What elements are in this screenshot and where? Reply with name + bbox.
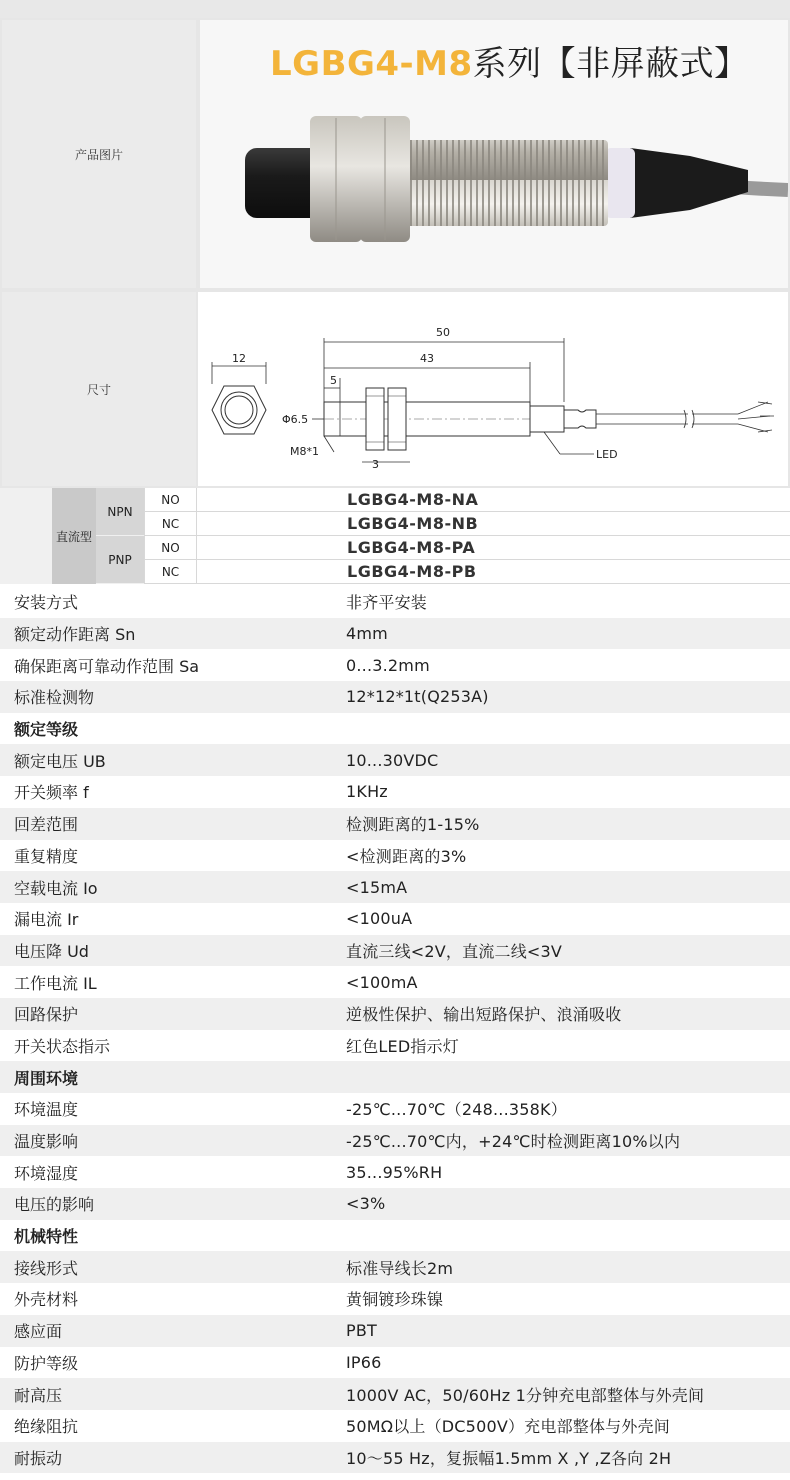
- model-cell: LGBG4-M8-PA: [196, 536, 790, 560]
- dimension-drawing-cell: [198, 292, 788, 486]
- spec-row: [0, 871, 790, 903]
- spec-key: 回路保护: [14, 1005, 79, 1025]
- polarity-npn: NPN: [96, 488, 144, 536]
- spec-row: [0, 744, 790, 776]
- polarity-pnp: PNP: [96, 536, 144, 584]
- spec-row: [0, 1093, 790, 1125]
- dimension-label: 尺寸: [2, 292, 196, 486]
- spec-row: [0, 935, 790, 967]
- top-strip: [0, 0, 790, 18]
- spec-row: [0, 649, 790, 681]
- spec-value: 12*12*1t(Q253A): [346, 687, 489, 707]
- spec-row: [0, 681, 790, 713]
- spec-row: [0, 808, 790, 840]
- spec-key: 电压降 Ud: [14, 941, 89, 961]
- spec-value: <检测距离的3%: [346, 846, 467, 866]
- model-type-cell: 直流型: [52, 488, 96, 584]
- dim-thread: M8*1: [290, 445, 319, 458]
- dim-dia: Φ6.5: [282, 413, 309, 426]
- model-cell: LGBG4-M8-NA: [196, 488, 790, 512]
- spec-value: 黄铜镀珍珠镍: [346, 1290, 444, 1310]
- dimension-block: [0, 290, 790, 488]
- spec-row: [0, 840, 790, 872]
- spec-row: [0, 1410, 790, 1442]
- spec-value: <3%: [346, 1194, 386, 1214]
- dimension-drawing: [198, 292, 788, 486]
- contact-cell: NC: [144, 560, 196, 584]
- spec-value: IP66: [346, 1352, 382, 1372]
- spec-value: -25℃...70℃内，+24℃时检测距离10%以内: [346, 1132, 681, 1152]
- spec-key: 接线形式: [14, 1258, 79, 1278]
- dim-43: 43: [420, 352, 434, 365]
- model-cell: LGBG4-M8-PB: [196, 560, 790, 584]
- spec-key: 漏电流 Ir: [14, 910, 79, 930]
- spec-value: 检测距离的1-15%: [346, 815, 480, 835]
- spec-row: [0, 998, 790, 1030]
- spec-key: 耐高压: [14, 1385, 63, 1405]
- spec-table: [0, 586, 790, 1473]
- spec-value: 直流三线<2V，直流二线<3V: [346, 941, 563, 961]
- spec-key: 感应面: [14, 1322, 63, 1342]
- spec-row: [0, 966, 790, 998]
- dim-3: 3: [372, 458, 379, 471]
- spec-key: 环境温度: [14, 1100, 79, 1120]
- contact-cell: NO: [144, 488, 196, 512]
- spec-key: 额定电压 UB: [14, 751, 106, 771]
- spec-value: 红色LED指示灯: [346, 1036, 459, 1056]
- contact-cell: NO: [144, 536, 196, 560]
- spec-value: <15mA: [346, 877, 408, 897]
- spec-key: 额定动作距离 Sn: [14, 625, 136, 645]
- product-image-block: [0, 18, 790, 290]
- spec-key: 工作电流 IL: [14, 973, 97, 993]
- contact-cell: NC: [144, 512, 196, 536]
- spec-value: 非齐平安装: [346, 593, 428, 613]
- spec-key: 开关频率 f: [14, 783, 89, 803]
- spec-row: [0, 1125, 790, 1157]
- spec-key: 电压的影响: [14, 1195, 95, 1215]
- spec-row: [0, 1378, 790, 1410]
- model-table: [0, 488, 790, 584]
- spec-value: 10～55 Hz，复振幅1.5mm X ,Y ,Z各向 2H: [346, 1448, 672, 1468]
- spec-key: 空载电流 Io: [14, 878, 98, 898]
- spec-row: [0, 1442, 790, 1474]
- spec-value: 4mm: [346, 624, 388, 644]
- spec-key: 外壳材料: [14, 1290, 79, 1310]
- spec-value: 50MΩ以上（DC500V）充电部整体与外壳间: [346, 1417, 670, 1437]
- spec-row: [0, 903, 790, 935]
- title-series: 系列【非屏蔽式】: [472, 44, 749, 84]
- spec-row: [0, 776, 790, 808]
- spec-value: 1000V AC，50/60Hz 1分钟充电部整体与外壳间: [346, 1385, 705, 1405]
- spec-section-header: [0, 1220, 790, 1252]
- section-title: 周围环境: [14, 1068, 79, 1088]
- title-model: LGBG4-M8: [270, 44, 473, 84]
- model-cell: LGBG4-M8-NB: [196, 512, 790, 536]
- spec-row: [0, 1283, 790, 1315]
- spec-key: 回差范围: [14, 815, 79, 835]
- section-title: 额定等级: [14, 720, 79, 740]
- spec-value: -25℃...70℃（248...358K）: [346, 1100, 567, 1120]
- spec-key: 环境湿度: [14, 1163, 79, 1183]
- spec-row: [0, 1315, 790, 1347]
- spec-value: 逆极性保护、输出短路保护、浪涌吸收: [346, 1005, 622, 1025]
- spec-value: <100uA: [346, 909, 413, 929]
- model-table-spacer: [0, 488, 52, 584]
- spec-row: [0, 1156, 790, 1188]
- product-photo-cell: [200, 20, 788, 288]
- spec-key: 耐振动: [14, 1448, 63, 1468]
- dim-12: 12: [232, 352, 246, 365]
- spec-value: 35...95%RH: [346, 1162, 443, 1182]
- spec-value: <100mA: [346, 972, 418, 992]
- spec-section-header: [0, 713, 790, 745]
- spec-key: 安装方式: [14, 593, 79, 613]
- dim-led: LED: [596, 448, 618, 461]
- spec-key: 温度影响: [14, 1132, 79, 1152]
- spec-row: [0, 1188, 790, 1220]
- spec-key: 确保距离可靠动作范围 Sa: [14, 656, 200, 676]
- spec-value: 10...30VDC: [346, 750, 439, 770]
- product-image-label: 产品图片: [2, 20, 196, 288]
- spec-row: [0, 1347, 790, 1379]
- dim-50: 50: [436, 326, 450, 339]
- spec-value: 0...3.2mm: [346, 655, 430, 675]
- spec-key: 标准检测物: [14, 688, 95, 708]
- spec-value: 标准导线长2m: [346, 1258, 454, 1278]
- spec-key: 绝缘阻抗: [14, 1417, 79, 1437]
- spec-section-header: [0, 1061, 790, 1093]
- spec-value: PBT: [346, 1321, 377, 1341]
- dim-5: 5: [330, 374, 337, 387]
- spec-key: 重复精度: [14, 846, 79, 866]
- spec-row: [0, 1030, 790, 1062]
- spec-value: 1KHz: [346, 782, 388, 802]
- spec-row: [0, 1251, 790, 1283]
- sensor-photo: [200, 20, 788, 288]
- spec-row: [0, 586, 790, 618]
- spec-row: [0, 618, 790, 650]
- section-title: 机械特性: [14, 1227, 79, 1247]
- spec-key: 防护等级: [14, 1353, 79, 1373]
- spec-key: 开关状态指示: [14, 1036, 111, 1056]
